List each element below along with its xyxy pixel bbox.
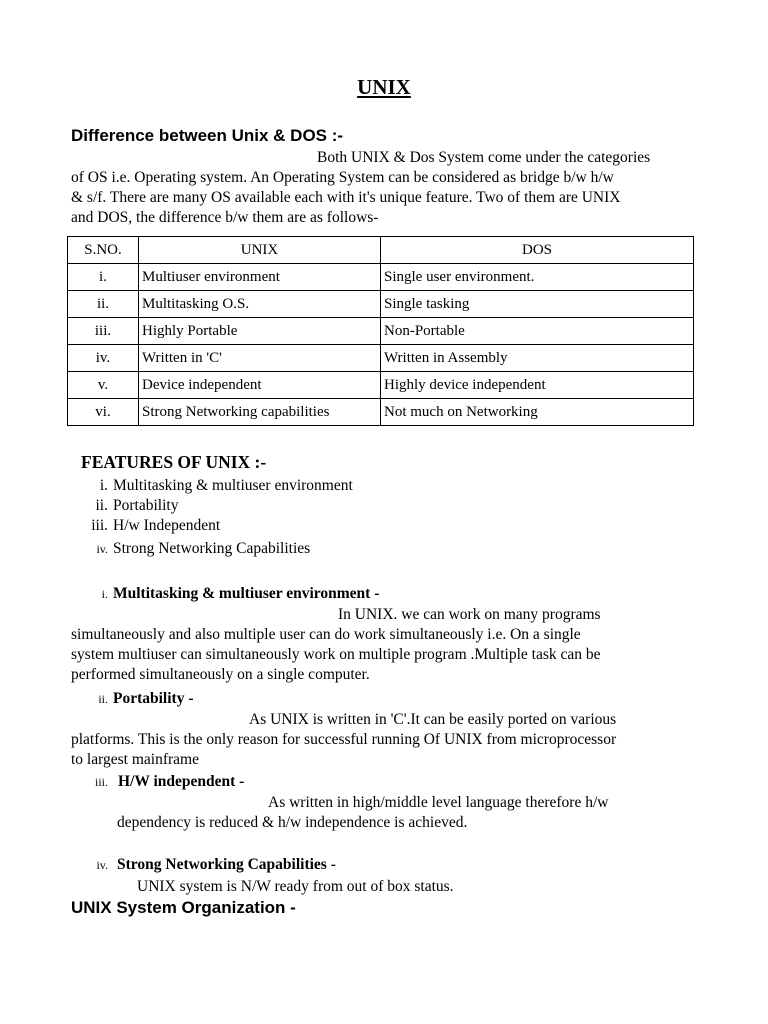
unix-cell: Multitasking O.S. <box>139 291 381 318</box>
intro-line: & s/f. There are many OS available each with it's unique feature. Two of them are UNIX <box>71 189 621 206</box>
list-item <box>62 539 353 559</box>
section-number: iii. <box>94 775 108 789</box>
list-text: Strong Networking Capabilities <box>113 540 311 557</box>
list-item <box>62 476 353 496</box>
table-row <box>68 399 694 426</box>
body-line: As written in high/middle level language therefore h/w <box>268 794 609 811</box>
organization-heading: UNIX System Organization - <box>71 898 296 917</box>
section-number: ii. <box>98 692 108 706</box>
body-line: system multiuser can simultaneously work on multiple program .Multiple task can be <box>71 646 601 663</box>
list-text: Portability <box>113 497 179 514</box>
unix-cell: Strong Networking capabilities <box>139 399 381 426</box>
section-title: Portability - <box>113 690 194 707</box>
intro-paragraph <box>71 148 697 228</box>
features-heading: FEATURES OF UNIX :- <box>81 452 267 472</box>
table-row <box>68 264 694 291</box>
list-number: ii. <box>95 497 108 514</box>
intro-line: and DOS, the difference b/w them are as follows- <box>71 209 379 226</box>
table-header-row <box>68 237 694 264</box>
unix-cell: Highly Portable <box>139 318 381 345</box>
table-row <box>68 318 694 345</box>
difference-table <box>67 236 694 426</box>
section-title: H/W independent - <box>118 773 245 790</box>
list-number: iii. <box>91 517 108 534</box>
section-heading-portability <box>62 690 194 708</box>
row-number: v. <box>68 372 139 399</box>
row-number: i. <box>68 264 139 291</box>
row-number: iv. <box>68 345 139 372</box>
section-body-hw-independent <box>117 793 743 833</box>
body-line: performed simultaneously on a single computer. <box>71 666 370 683</box>
section-body-multitasking <box>71 605 697 685</box>
difference-heading: Difference between Unix & DOS :- <box>71 126 344 145</box>
dos-cell: Single tasking <box>381 291 694 318</box>
header-dos: DOS <box>381 237 694 264</box>
body-line: In UNIX. we can work on many programs <box>338 606 601 623</box>
section-heading-networking <box>62 856 336 874</box>
header-unix: UNIX <box>139 237 381 264</box>
body-line: dependency is reduced & h/w independence is achieved. <box>117 814 468 831</box>
list-item <box>62 496 353 516</box>
section-heading-multitasking <box>62 585 379 603</box>
dos-cell: Written in Assembly <box>381 345 694 372</box>
table-row <box>68 345 694 372</box>
section-title: Strong Networking Capabilities - <box>117 856 336 873</box>
unix-cell: Multiuser environment <box>139 264 381 291</box>
list-number: iv. <box>96 542 108 556</box>
list-text: Multitasking & multiuser environment <box>113 477 353 494</box>
table-row <box>68 291 694 318</box>
section-title: Multitasking & multiuser environment - <box>113 585 380 602</box>
dos-cell: Highly device independent <box>381 372 694 399</box>
list-item <box>62 516 353 536</box>
header-sno: S.NO. <box>68 237 139 264</box>
section-heading-hw-independent <box>62 773 244 791</box>
dos-cell: Single user environment. <box>381 264 694 291</box>
row-number: ii. <box>68 291 139 318</box>
dos-cell: Not much on Networking <box>381 399 694 426</box>
section-number: iv. <box>96 858 108 872</box>
section-number: i. <box>101 587 108 601</box>
body-line: As UNIX is written in 'C'.It can be easily ported on various <box>249 711 617 728</box>
intro-line: of OS i.e. Operating system. An Operating System can be considered as bridge b/w h/w <box>71 169 614 186</box>
row-number: iii. <box>68 318 139 345</box>
body-line: to largest mainframe <box>71 751 199 768</box>
page-title: UNIX <box>357 75 411 99</box>
body-line: platforms. This is the only reason for successful running Of UNIX from microprocessor <box>71 731 617 748</box>
features-list <box>62 476 353 559</box>
unix-cell: Device independent <box>139 372 381 399</box>
row-number: vi. <box>68 399 139 426</box>
section-body-portability <box>71 710 697 770</box>
list-number: i. <box>99 477 108 494</box>
dos-cell: Non-Portable <box>381 318 694 345</box>
section-body-networking <box>137 877 763 897</box>
table-row <box>68 372 694 399</box>
list-text: H/w Independent <box>113 517 221 534</box>
intro-line: Both UNIX & Dos System come under the categories <box>317 149 651 166</box>
unix-cell: Written in 'C' <box>139 345 381 372</box>
body-line: simultaneously and also multiple user can do work simultaneously i.e. On a single <box>71 626 581 643</box>
body-line: UNIX system is N/W ready from out of box status. <box>137 878 454 895</box>
